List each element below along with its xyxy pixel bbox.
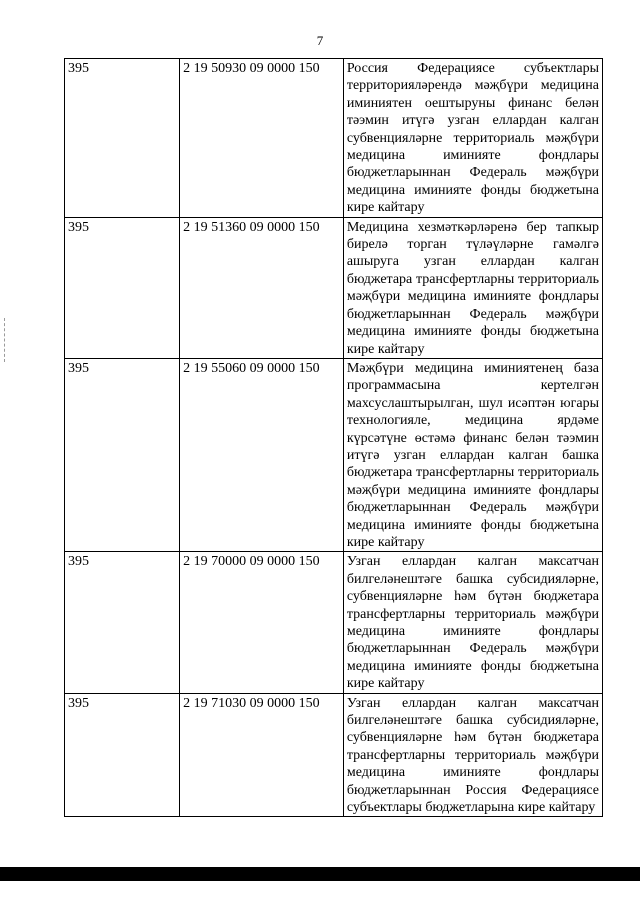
description-cell: Россия Федерациясе субъектлары территорияләрендә мәҗбүри медицина иминиятен оештыруны финанс белән тәэмин итүгә узган еллардан калган субвенцияләрне территориаль мәҗбүри медицина иминияте фондлары бюджетларыннан Федераль мәҗбүри медицина иминияте фонды бюджетына кире кайтару (343, 59, 602, 218)
description-cell: Медицина хезмәткәрләренә бер тапкыр бирелә торган түләүләрне гамәлгә ашыруга узган еллардан калган бюджетара трансфертларны территориаль мәҗбүри медицина иминияте фондлары бюджетларыннан Федераль мәҗбүри медицина иминияте фонды бюджетына кире кайтару (343, 217, 602, 358)
description-cell: Узган еллардан калган максатчан билгеләнештәге башка субсидияләрне, субвенцияләрне һәм бүтән бюджетара трансфертларны территориаль мәҗбүри медицина иминияте фондлары бюджетларыннан Россия Федерациясе субъектлары бюджетларына кире кайтару (343, 693, 602, 817)
admin-code-cell: 395 (65, 59, 180, 218)
description-cell: Узган еллардан калган максатчан билгеләнештәге башка субсидияләрне, субвенцияләрне һәм бүтән бюджетара трансфертларны территориаль мәҗбүри медицина иминияте фондлары бюджетларыннан Федераль мәҗбүри медицина иминияте фонды бюджетына кире кайтару (343, 552, 602, 693)
page-number: 7 (316, 33, 324, 48)
budget-code-cell: 2 19 70000 09 0000 150 (180, 552, 344, 693)
budget-code-cell: 2 19 51360 09 0000 150 (180, 217, 344, 358)
description-cell: Мәҗбүри медицина иминиятенең база программасына кертелгән махсуслаштырылган, шул исәптән югары технологияле, медицина ярдәме күрсәтүне өстәмә финанс белән тәэмин итүгә узган еллардан калган башка бюджетара трансфертларны территориаль мәҗбүри медицина иминияте фондлары бюджетларыннан Федераль мәҗбүри медицина иминияте фонды бюджетына кире кайтару (343, 358, 602, 551)
scan-margin-marks (4, 318, 6, 362)
admin-code-cell: 395 (65, 552, 180, 693)
admin-code-cell: 395 (65, 358, 180, 551)
budget-code-cell: 2 19 55060 09 0000 150 (180, 358, 344, 551)
table-row (65, 552, 603, 693)
scan-bottom-edge (0, 867, 640, 881)
admin-code-cell: 395 (65, 217, 180, 358)
budget-code-cell: 2 19 50930 09 0000 150 (180, 59, 344, 218)
table-row (65, 693, 603, 817)
table-row (65, 358, 603, 551)
budget-code-cell: 2 19 71030 09 0000 150 (180, 693, 344, 817)
table-row (65, 59, 603, 218)
table-row (65, 217, 603, 358)
admin-code-cell: 395 (65, 693, 180, 817)
budget-codes-table (64, 58, 603, 817)
